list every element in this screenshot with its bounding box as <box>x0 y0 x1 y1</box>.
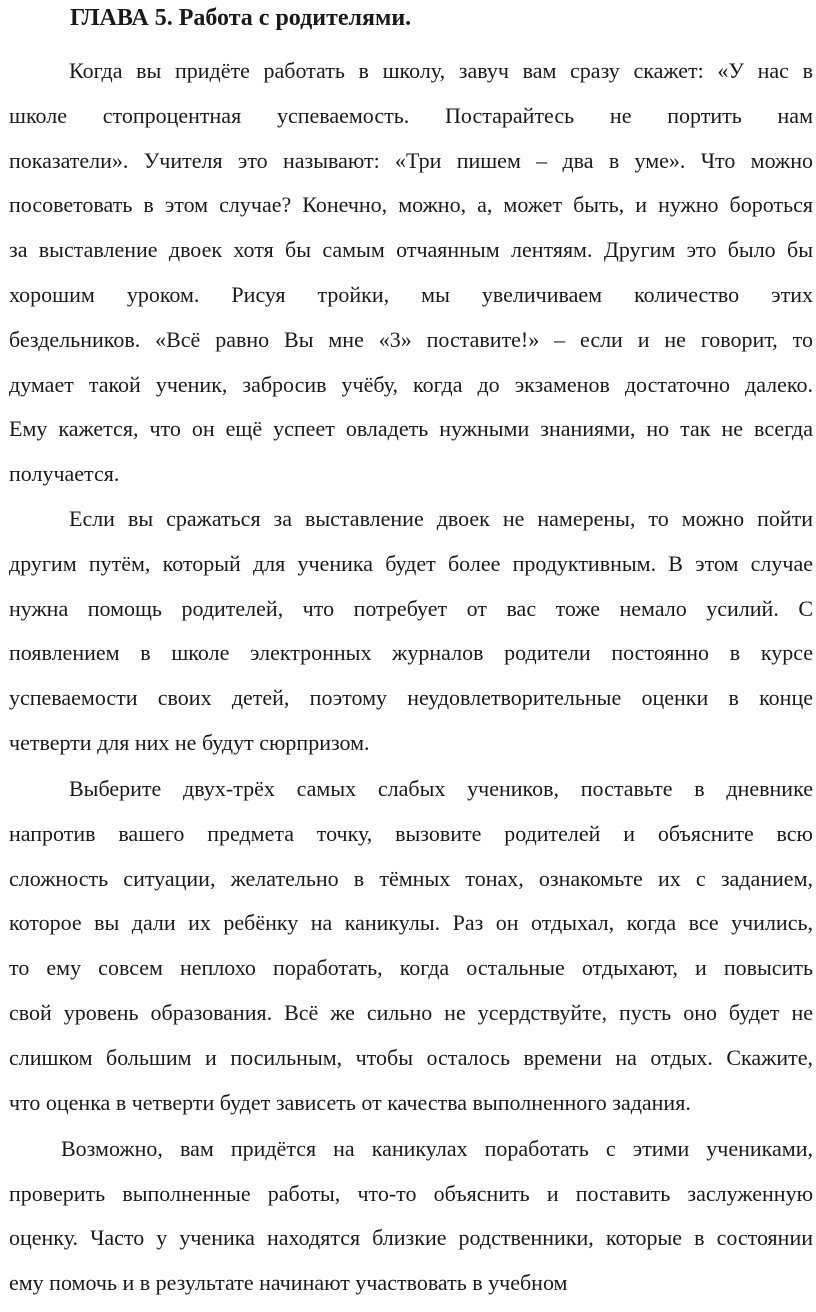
paragraph-line: хорошим уроком. Рисуя тройки, мы увеличиваем количество этих <box>9 281 813 307</box>
paragraph-line: оценку. Часто у ученика находятся близкие родственники, которые в состоянии <box>9 1225 813 1251</box>
paragraph-line: Возможно, вам придётся на каникулах поработать с этими учениками, <box>61 1136 813 1161</box>
paragraph-line: слишком большим и посильным, чтобы осталось времени на отдых. Скажите, <box>9 1044 813 1070</box>
paragraph-line: которое вы дали их ребёнку на каникулы. Раз он отдыхал, когда все учились, <box>9 910 813 936</box>
paragraph-line: Когда вы придёте работать в школу, завуч вам сразу скажет: «У нас в <box>69 58 813 83</box>
paragraph-line: ему помочь и в результате начинают участвовать в учебном <box>9 1269 568 1295</box>
paragraph-line: Если вы сражаться за выставление двоек не намерены, то можно пойти <box>69 506 813 531</box>
paragraph-line: проверить выполненные работы, что-то объяснить и поставить заслуженную <box>9 1180 813 1206</box>
paragraph-line: другим путём, который для ученика будет более продуктивным. В этом случае <box>9 550 813 576</box>
paragraph-line: сложность ситуации, желательно в тёмных тонах, ознакомьте их с заданием, <box>9 865 813 891</box>
chapter-title: ГЛАВА 5. Работа с родителями. <box>70 5 412 31</box>
paragraph-4 <box>9 1127 813 1305</box>
paragraph-line: напротив вашего предмета точку, вызовите родителей и объясните всю <box>9 820 813 846</box>
paragraph-line: думает такой ученик, забросив учёбу, когда до экзаменов достаточно далеко. <box>9 371 813 397</box>
paragraph-line: что оценка в четверти будет зависеть от качества выполненного задания. <box>9 1089 691 1115</box>
paragraph-line: то ему совсем неплохо поработать, когда остальные отдыхают, и повысить <box>9 955 813 981</box>
paragraph-line: Выберите двух-трёх самых слабых учеников, поставьте в дневнике <box>69 776 813 801</box>
paragraph-line: Ему кажется, что он ещё успеет овладеть нужными знаниями, но так не всегда <box>9 416 813 442</box>
paragraph-2 <box>9 497 813 766</box>
paragraph-line: бездельников. «Всё равно Вы мне «3» поставите!» – если и не говорит, то <box>9 326 813 352</box>
paragraph-line: посоветовать в этом случае? Конечно, можно, а, может быть, и нужно бороться <box>9 192 813 218</box>
paragraph-line: четверти для них не будут сюрпризом. <box>9 729 370 755</box>
paragraph-line: школе стопроцентная успеваемость. Постарайтесь не портить нам <box>9 102 813 128</box>
paragraph-3 <box>9 767 813 1125</box>
paragraph-1 <box>9 49 813 497</box>
paragraph-line: свой уровень образования. Всё же сильно не усердствуйте, пусть оно будет не <box>9 999 813 1025</box>
paragraph-line: успеваемости своих детей, поэтому неудовлетворительные оценки в конце <box>9 685 813 711</box>
paragraph-line: получается. <box>9 461 120 487</box>
paragraph-line: за выставление двоек хотя бы самым отчаянным лентяям. Другим это было бы <box>9 237 813 263</box>
paragraph-line: показатели». Учителя это называют: «Три пишем – два в уме». Что можно <box>9 147 813 173</box>
paragraph-line: появлением в школе электронных журналов родители постоянно в курсе <box>9 640 813 666</box>
paragraph-line: нужна помощь родителей, что потребует от вас тоже немало усилий. С <box>9 595 813 621</box>
